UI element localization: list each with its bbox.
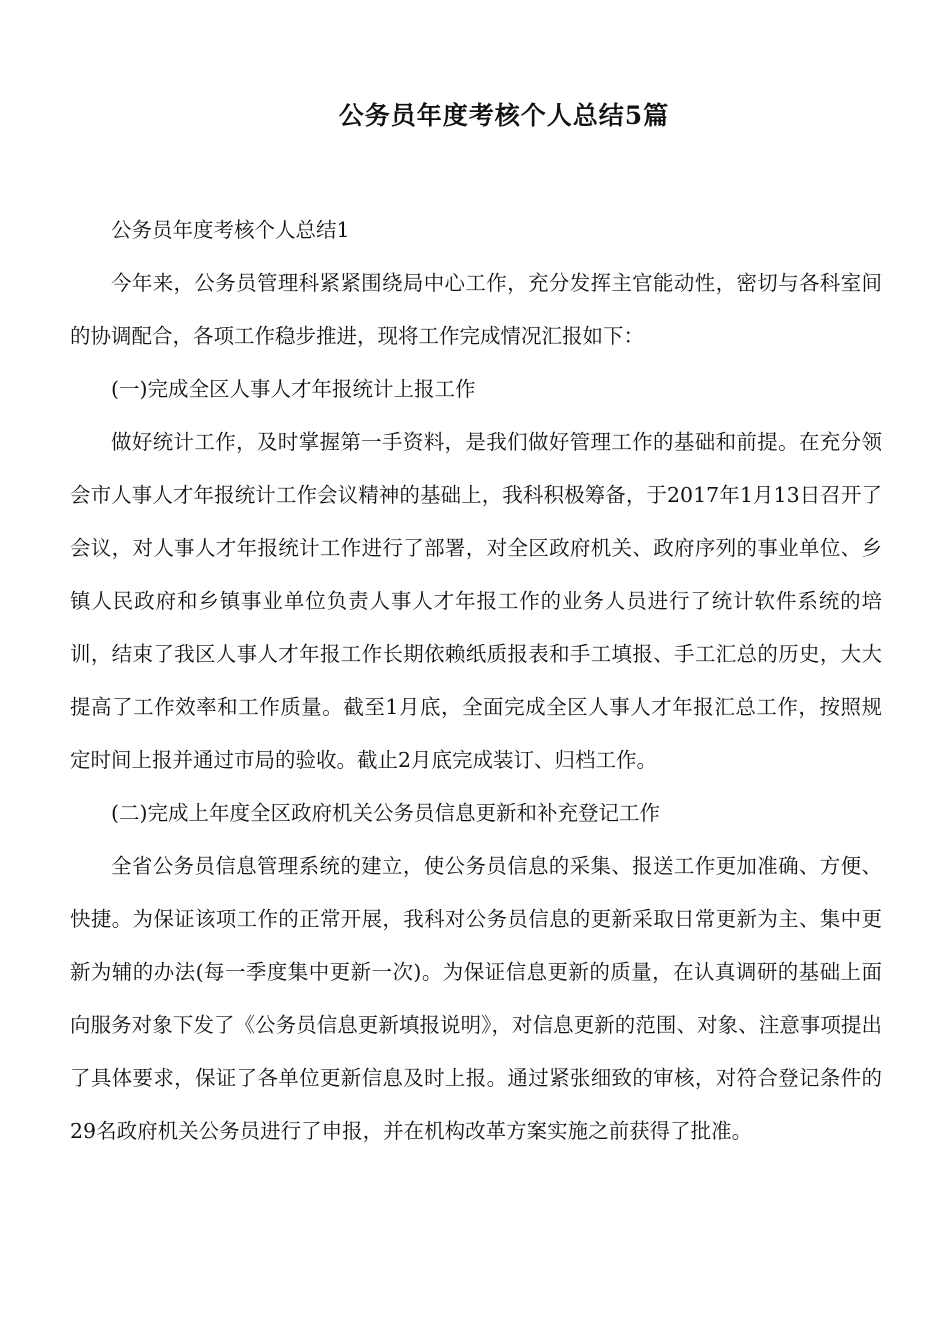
section-heading-info-update: (二)完成上年度全区政府机关公务员信息更新和补充登记工作	[111, 801, 660, 825]
section-heading-annual-report: (一)完成全区人事人才年报统计上报工作	[111, 377, 476, 401]
paragraph-intro: 今年来，公务员管理科紧紧围绕局中心工作，充分发挥主官能动性，密切与各科室间的协调配合，各项工作稳步推进，现将工作完成情况汇报如下：	[70, 271, 882, 348]
paragraph-info-update: 全省公务员信息管理系统的建立，使公务员信息的采集、报送工作更加准确、方便、快捷。为保证该项工作的正常开展，我科对公务员信息的更新采取日常更新为主、集中更新为辅的办法(每一季度集中更新一次)。为保证信息更新的质量，在认真调研的基础上面向服务对象下发了《公务员信息更新填报说明》，对信息更新的范围、对象、注意事项提出了具体要求，保证了各单位更新信息及时上报。通过紧张细致的审核，对符合登记条件的29名政府机关公务员进行了申报，并在机构改革方案实施之前获得了批准。	[70, 854, 882, 1143]
section-heading-summary-1: 公务员年度考核个人总结1	[111, 218, 350, 242]
document-body	[70, 204, 882, 1158]
document-title: 公务员年度考核个人总结5篇	[338, 101, 670, 130]
paragraph-annual-report: 做好统计工作，及时掌握第一手资料，是我们做好管理工作的基础和前提。在充分领会市人事人才年报统计工作会议精神的基础上，我科积极筹备，于2017年1月13日召开了会议，对人事人才年报统计工作进行了部署，对全区政府机关、政府序列的事业单位、乡镇人民政府和乡镇事业单位负责人事人才年报工作的业务人员进行了统计软件系统的培训，结束了我区人事人才年报工作长期依赖纸质报表和手工填报、手工汇总的历史，大大提高了工作效率和工作质量。截至1月底，全面完成全区人事人才年报汇总工作，按照规定时间上报并通过市局的验收。截止2月底完成装订、归档工作。	[70, 430, 882, 772]
